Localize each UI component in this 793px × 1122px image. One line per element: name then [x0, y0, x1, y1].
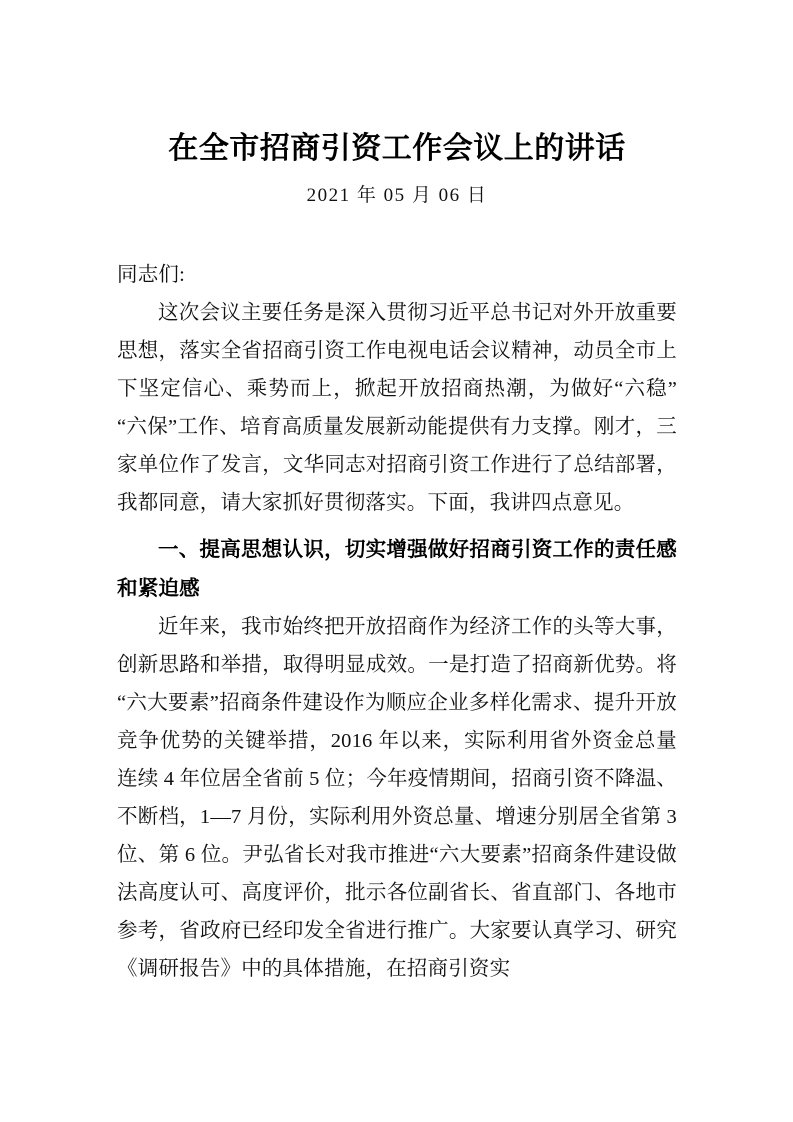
page-title: 在全市招商引资工作会议上的讲话	[168, 132, 626, 165]
body-paragraph-1: 这次会议主要任务是深入贯彻习近平总书记对外开放重要思想，落实全省招商引资工作电视电话会议精神，动员全市上下坚定信心、乘势而上，掀起开放招商热潮，为做好“六稳”“六保”工作、培育高质量发展新动能提供有力支撑。刚才，三家单位作了发言，文华同志对招商引资工作进行了总结部署，我都同意，请大家抓好贯彻落实。下面，我讲四点意见。	[117, 302, 677, 514]
section-heading-1: 一、提高思想认识，切实增强做好招商引资工作的责任感和紧迫感	[117, 537, 677, 600]
salutation: 同志们:	[117, 264, 185, 286]
body-paragraph-2: 近年来，我市始终把开放招商作为经济工作的头等大事，创新思路和举措，取得明显成效。一是打造了招商新优势。将“六大要素”招商条件建设作为顺应企业多样化需求、提升开放竞争优势的关键举措，2016 年以来，实际利用省外资金总量连续 4 年位居全省前 5 位；今年疫情期间，招商引资不降温、不断档，1—7 月份，实际利用外资总量、增速分别居全省第 3 位、第 6 位。尹弘省长对我市推进“六大要素”招商条件建设做法高度认可、高度评价，批示各位副省长、省直部门、各地市参考，省政府已经印发全省进行推广。大家要认真学习、研究《调研报告》中的具体措施，在招商引资实	[117, 616, 677, 980]
document-date: 2021 年 05 月 06 日	[306, 185, 488, 206]
document-content	[117, 0, 677, 988]
